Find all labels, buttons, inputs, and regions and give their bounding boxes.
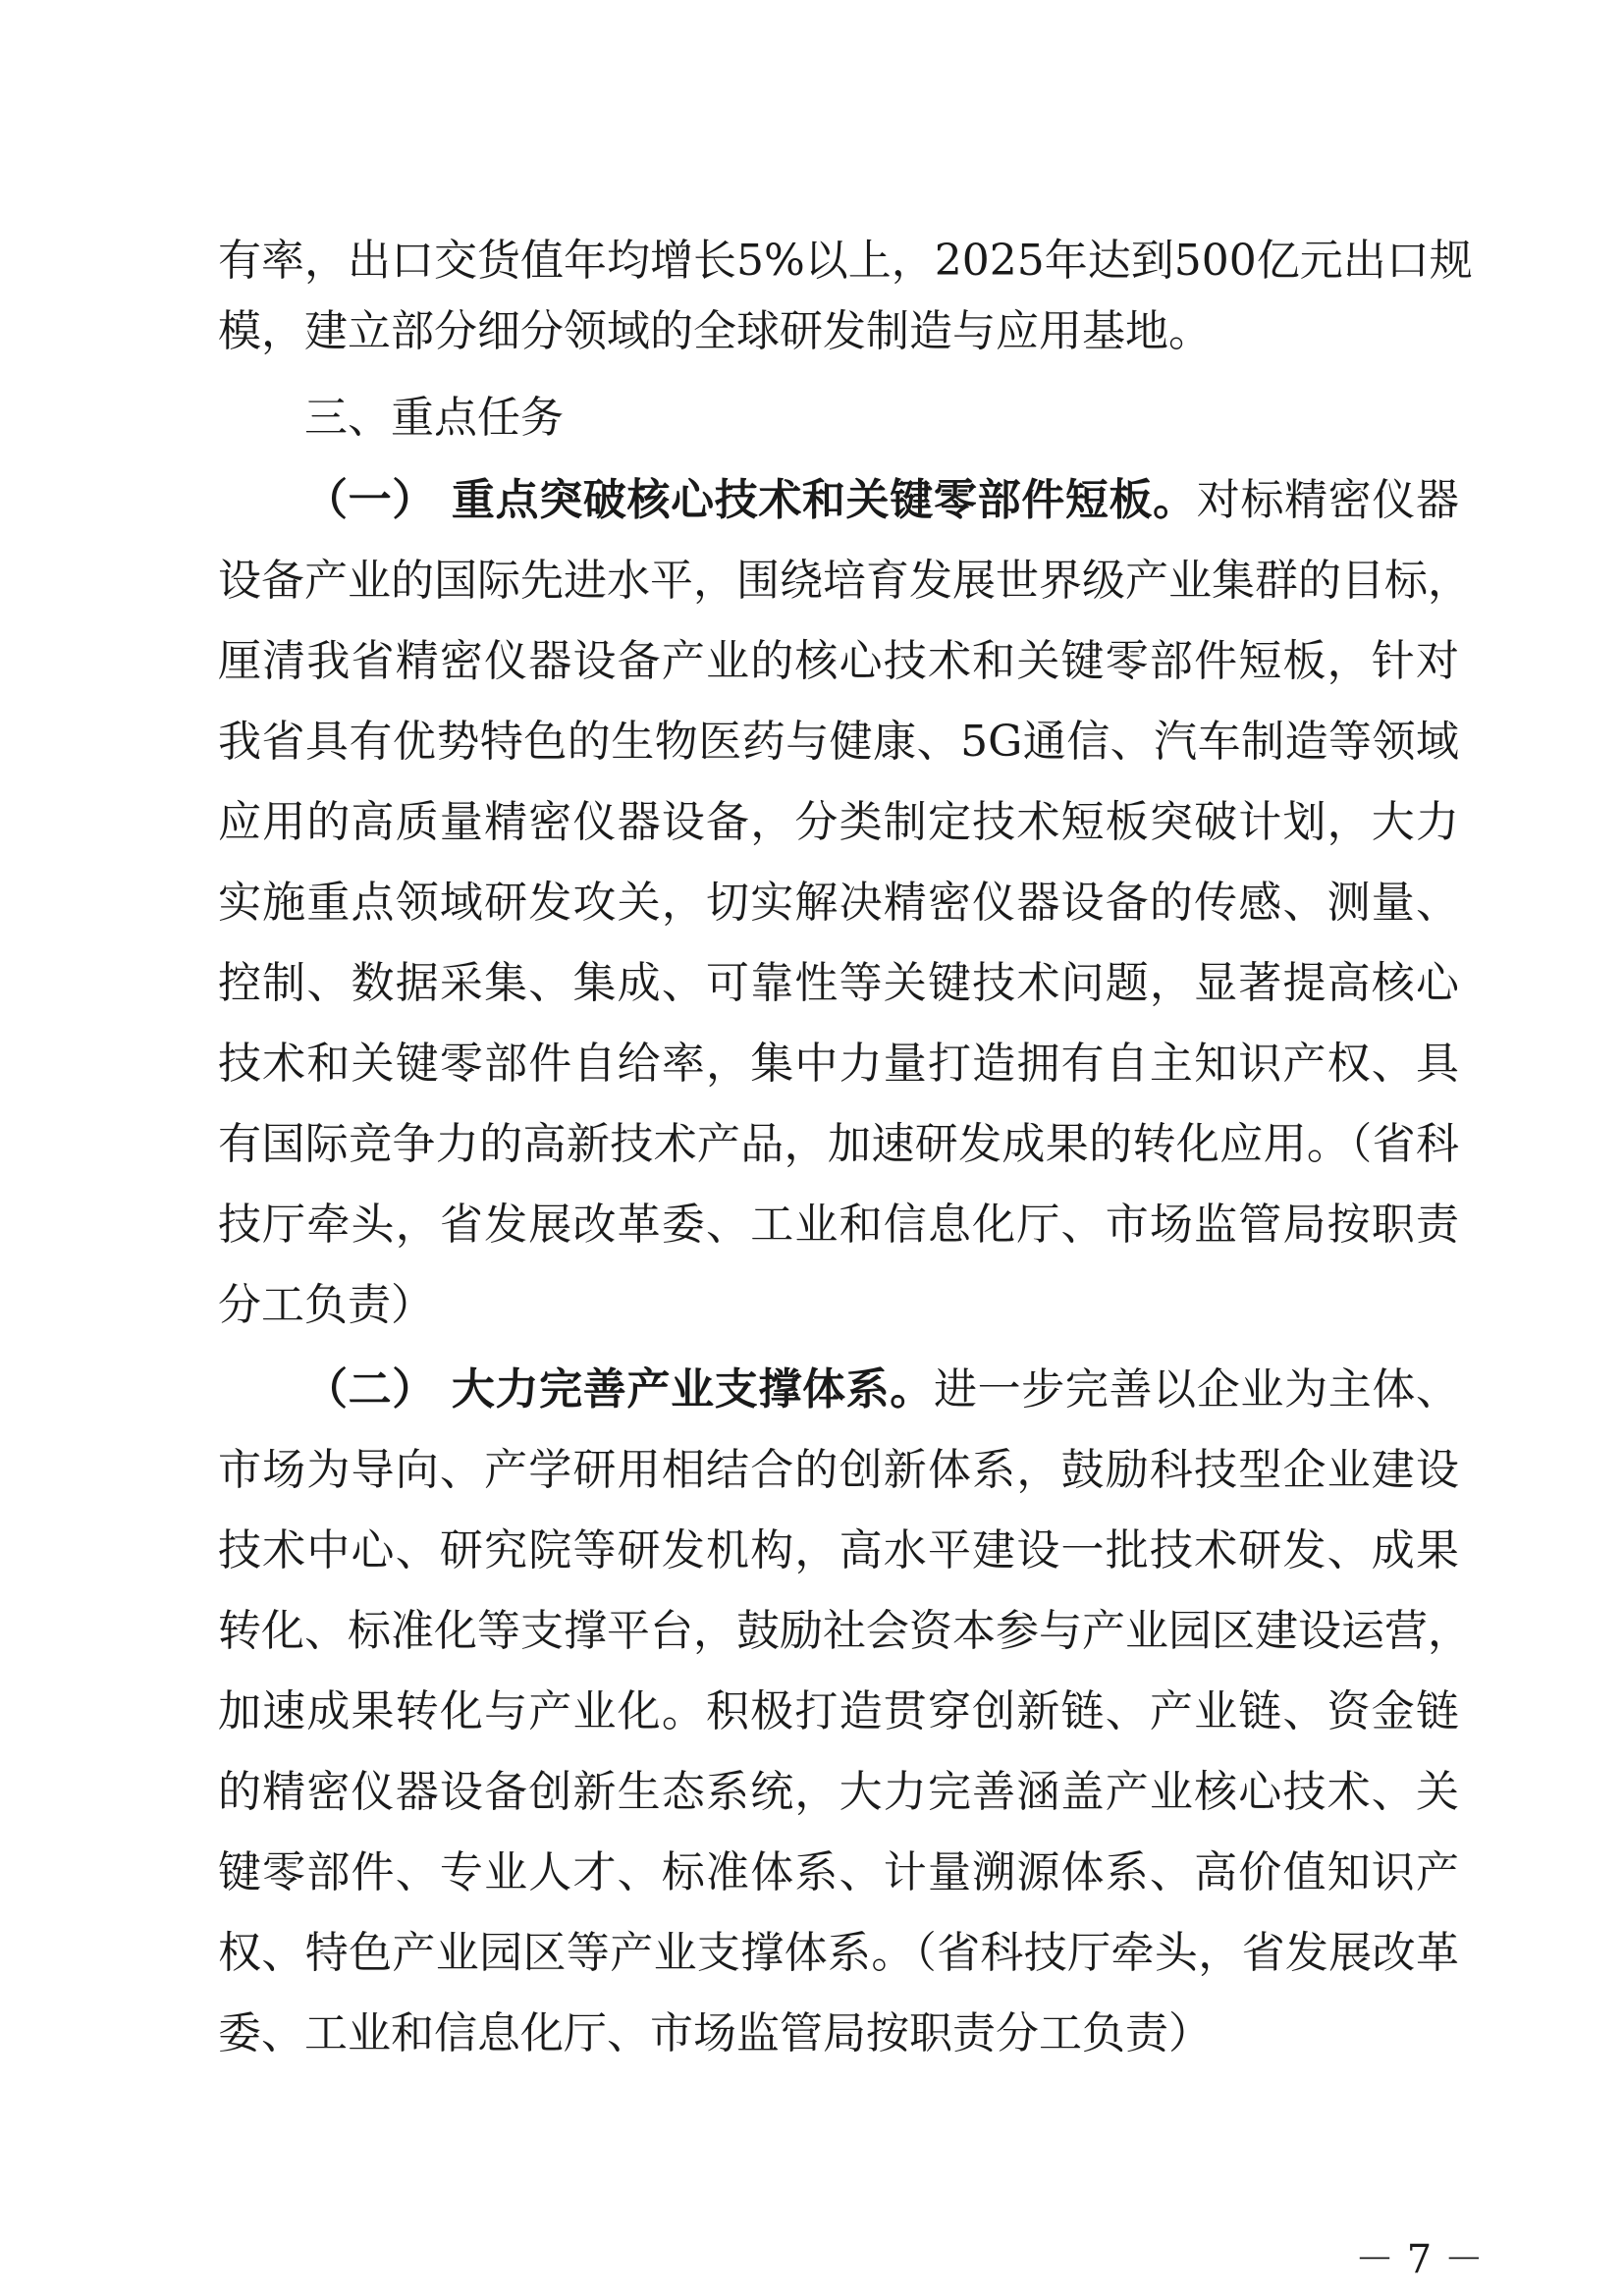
paragraph-line: 键零部件、专业人才、标准体系、计量溯源体系、高价值知识产 <box>218 1847 1459 1897</box>
paragraph-line: 控制、数据采集、集成、可靠性等关键技术问题，显著提高核心 <box>218 958 1459 1008</box>
paragraph-line: 委、工业和信息化厅、市场监管局按职责分工负责） <box>218 2008 1212 2058</box>
paragraph-line: 有率，出口交货值年均增长5%以上，2025年达到500亿元出口规 <box>218 236 1473 286</box>
paragraph-line: 加速成果转化与产业化。积极打造贯穿创新链、产业链、资金链 <box>218 1686 1459 1736</box>
task1-title: （一） 重点突破核心技术和关键零部件短板。 <box>304 475 1197 525</box>
paragraph-line: 厘清我省精密仪器设备产业的核心技术和关键零部件短板，针对 <box>218 636 1459 686</box>
page-number: － 7 － <box>1355 2237 1484 2282</box>
task2-first-line <box>304 1362 1459 1417</box>
paragraph-line: 转化、标准化等支撑平台，鼓励社会资本参与产业园区建设运营， <box>218 1606 1471 1656</box>
paragraph-line: 设备产业的国际先进水平，围绕培育发展世界级产业集群的目标， <box>218 556 1471 606</box>
task2-first-line-text: 进一步完善以企业为主体、 <box>933 1364 1459 1415</box>
paragraph-line: 权、特色产业园区等产业支撑体系。（省科技厅牵头，省发展改革 <box>218 1928 1459 1978</box>
task1-first-line <box>304 473 1459 528</box>
paragraph-line: 市场为导向、产学研用相结合的创新体系，鼓励科技型企业建设 <box>218 1445 1459 1495</box>
paragraph-line: 实施重点领域研发攻关，切实解决精密仪器设备的传感、测量、 <box>218 878 1459 928</box>
paragraph-line: 应用的高质量精密仪器设备，分类制定技术短板突破计划，大力 <box>218 797 1459 847</box>
task1-first-line-text: 对标精密仪器 <box>1196 475 1460 525</box>
paragraph-line: 技厅牵头，省发展改革委、工业和信息化厅、市场监管局按职责 <box>218 1200 1459 1250</box>
paragraph-line: 有国际竞争力的高新技术产品，加速研发成果的转化应用。（省科 <box>218 1119 1459 1169</box>
task2-title: （二） 大力完善产业支撑体系。 <box>304 1364 934 1415</box>
paragraph-line: 技术中心、研究院等研发机构，高水平建设一批技术研发、成果 <box>218 1525 1459 1575</box>
paragraph-line: 模，建立部分细分领域的全球研发制造与应用基地。 <box>218 306 1212 356</box>
paragraph-line: 分工负责） <box>218 1280 434 1330</box>
paragraph-line: 的精密仪器设备创新生态系统，大力完善涵盖产业核心技术、关 <box>218 1767 1459 1817</box>
section-heading: 三、重点任务 <box>304 393 564 443</box>
paragraph-line: 技术和关键零部件自给率，集中力量打造拥有自主知识产权、具 <box>218 1039 1459 1089</box>
paragraph-line: 我省具有优势特色的生物医药与健康、5G通信、汽车制造等领域 <box>218 717 1459 767</box>
